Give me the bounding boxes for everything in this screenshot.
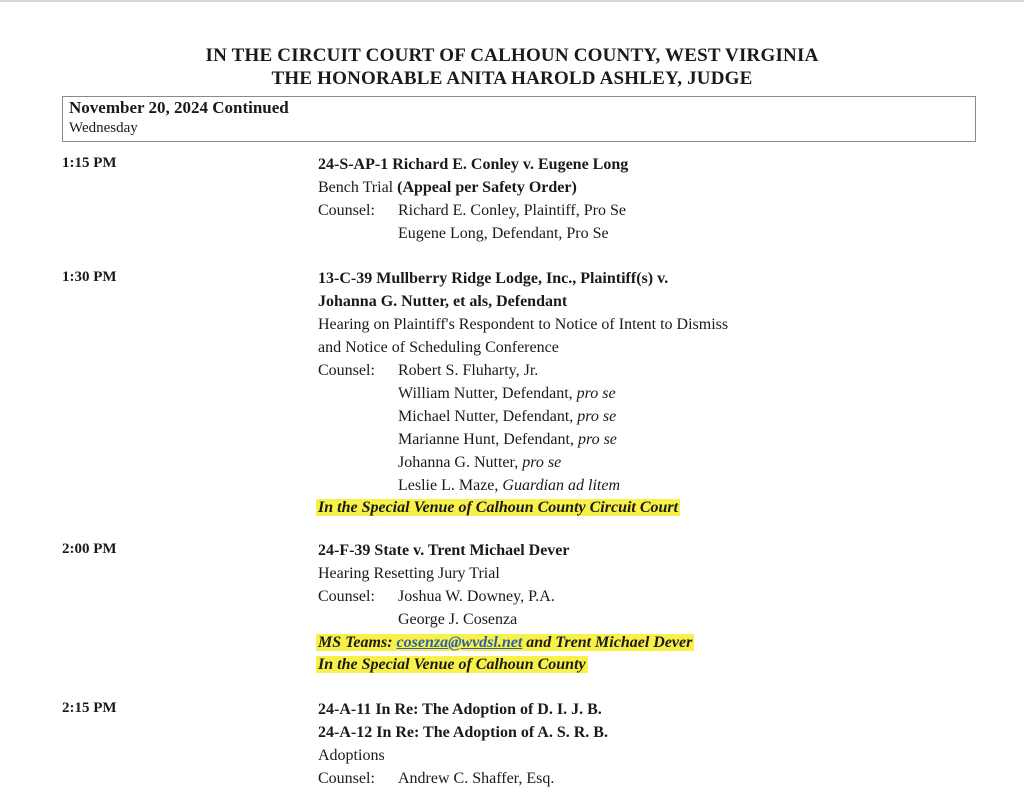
counsel-name-text: Leslie L. Maze,: [398, 477, 503, 494]
teams-note: [316, 632, 694, 654]
counsel-name-text: Johanna G. Nutter,: [398, 454, 523, 471]
page-top-border: [0, 0, 1024, 2]
judge-title: THE HONORABLE ANITA HAROLD ASHLEY, JUDGE: [271, 68, 753, 89]
case-caption: 24-A-11 In Re: The Adoption of D. I. J. B.: [318, 701, 602, 718]
date-box: [62, 96, 976, 142]
counsel-name: George J. Cosenza: [398, 611, 518, 628]
case-caption: 24-F-39 State v. Trent Michael Dever: [318, 542, 570, 559]
counsel-name: [398, 429, 617, 451]
counsel-name: Richard E. Conley, Plaintiff, Pro Se: [398, 202, 626, 219]
case-caption-2: 24-A-12 In Re: The Adoption of A. S. R. B.: [318, 724, 608, 741]
counsel-name: [398, 383, 616, 405]
counsel-name: [398, 475, 620, 497]
entry-time: 1:30 PM: [62, 269, 117, 285]
venue-note: [316, 497, 680, 519]
entry-time: 2:00 PM: [62, 541, 117, 557]
hearing-description: Adoptions: [318, 747, 385, 764]
venue-highlight: In the Special Venue of Calhoun County Circuit Court: [318, 499, 679, 516]
entry-time: 1:15 PM: [62, 155, 117, 171]
counsel-label: Counsel:: [318, 770, 375, 787]
counsel-role: pro se: [522, 454, 562, 471]
hearing-type-plain: Bench Trial: [318, 179, 398, 196]
counsel-name-text: William Nutter, Defendant,: [398, 385, 577, 402]
teams-email-link[interactable]: cosenza@wvdsl.net: [396, 634, 523, 651]
hearing-description-cont: and Notice of Scheduling Conference: [318, 339, 559, 356]
teams-label: MS Teams:: [318, 634, 397, 651]
counsel-role: Guardian ad litem: [502, 477, 621, 494]
venue-highlight: In the Special Venue of Calhoun County: [318, 656, 586, 673]
hearing-type-bold: (Appeal per Safety Order): [397, 179, 577, 196]
counsel-name: Andrew C. Shaffer, Esq.: [398, 770, 555, 787]
counsel-name: [398, 452, 561, 474]
teams-highlight: [316, 634, 694, 651]
hearing-description: Hearing Resetting Jury Trial: [318, 565, 500, 582]
teams-participant: and Trent Michael Dever: [522, 634, 693, 651]
venue-note: [316, 654, 588, 676]
counsel-role: pro se: [577, 408, 617, 425]
entry-time: 2:15 PM: [62, 700, 117, 716]
hearing-description: Hearing on Plaintiff's Respondent to Notice of Intent to Dismiss: [318, 316, 729, 333]
counsel-role: pro se: [576, 385, 616, 402]
counsel-name: [398, 360, 538, 382]
counsel-name-text: Marianne Hunt, Defendant,: [398, 431, 578, 448]
counsel-label: Counsel:: [318, 588, 375, 605]
case-caption: 13-C-39 Mullberry Ridge Lodge, Inc., Plaintiff(s) v.: [318, 270, 669, 287]
counsel-name-text: Michael Nutter, Defendant,: [398, 408, 578, 425]
counsel-role: pro se: [577, 431, 617, 448]
counsel-label: Counsel:: [318, 362, 375, 379]
hearing-type: [318, 177, 577, 199]
counsel-name: Eugene Long, Defendant, Pro Se: [398, 225, 609, 242]
counsel-name: [398, 406, 616, 428]
counsel-label: Counsel:: [318, 202, 375, 219]
court-title: IN THE CIRCUIT COURT OF CALHOUN COUNTY, WEST VIRGINIA: [205, 45, 819, 66]
date-title: November 20, 2024 Continued: [69, 98, 289, 117]
case-caption: 24-S-AP-1 Richard E. Conley v. Eugene Long: [318, 156, 629, 173]
counsel-name: Joshua W. Downey, P.A.: [398, 588, 555, 605]
date-day: Wednesday: [69, 120, 138, 136]
case-caption-cont: Johanna G. Nutter, et als, Defendant: [318, 293, 568, 310]
counsel-name-text: Robert S. Fluharty, Jr.: [398, 362, 539, 379]
